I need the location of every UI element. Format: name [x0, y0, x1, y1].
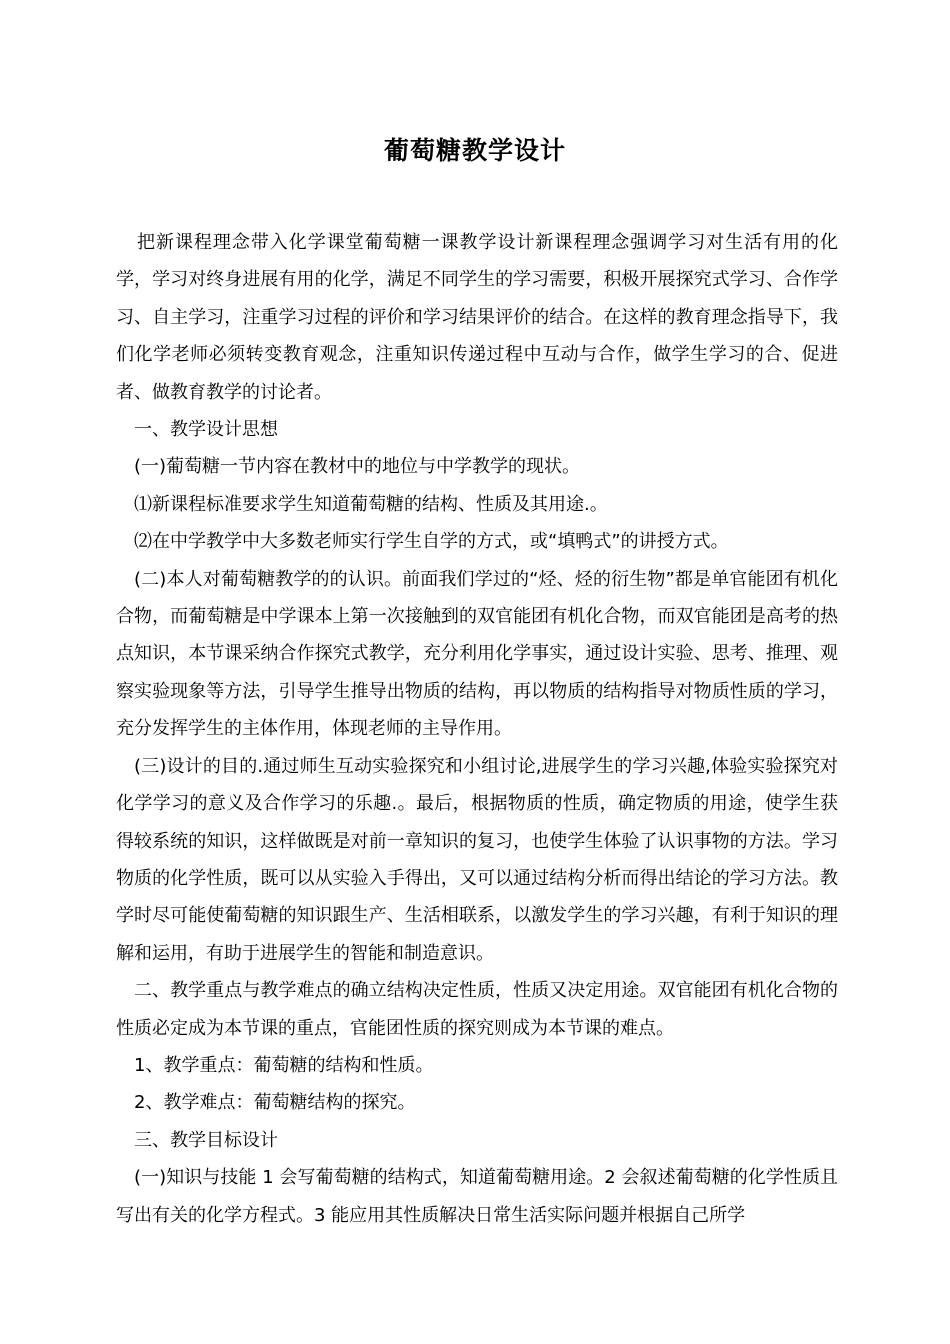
section-heading-2: 二、教学重点与教学难点的确立结构决定性质，性质又决定用途。双官能团有机化合物的性质必定成为本节课的重点，官能团性质的探究则成为本节课的难点。: [116, 980, 838, 1039]
key-point-item: 1、教学重点：葡萄糖的结构和性质。: [134, 1054, 434, 1076]
subsection-1-2: (二)本人对葡萄糖教学的的认识。前面我们学过的“烃、烃的衍生物”都是单官能团有机化合物，而葡萄糖是中学课本上第一次接触到的双官能团有机化合物，而双官能团是高考的热点知识，本节课采纳合作探究式教学，充分利用化学事实，通过设计实验、思考、推理、观察实验现象等方法，引导学生推导出物质的结构，再以物质的结构指导对物质性质的学习，充分发挥学生的主体作用，体现老师的主导作用。: [116, 568, 838, 740]
paragraph-intro: 把新课程理念带入化学课堂葡萄糖一课教学设计新课程理念强调学习对生活有用的化学，学习对终身进展有用的化学，满足不同学生的学习需要，积极开展探究式学习、合作学习、自主学习，注重学习过程的评价和学习结果评价的结合。在这样的教育理念指导下，我们化学老师必须转变教育观念，注重知识传递过程中互动与合作，做学生学习的合、促进者、做教育教学的讨论者。: [116, 232, 838, 403]
list-item-2: ⑵在中学教学中大多数老师实行学生自学的方式，或“填鸭式”的讲授方式。: [134, 531, 729, 553]
subsection-3-1: (一)知识与技能 1 会写葡萄糖的结构式，知道葡萄糖用途。2 会叙述葡萄糖的化学性质且写出有关的化学方程式。3 能应用其性质解决日常生活实际问题并根据自己所学: [116, 1167, 838, 1226]
subsection-1-3: (三)设计的目的.通过师生互动实验探究和小组讨论,进展学生的学习兴趣,体验实验探究对化学学习的意义及合作学习的乐趣.。最后，根据物质的性质，确定物质的用途，使学生获得较系统的知识，这样做既是对前一章知识的复习，也使学生体验了认识事物的方法。学习物质的化学性质，既可以从实验入手得出，又可以通过结构分析而得出结论的学习方法。教学时尽可能使葡萄糖的知识跟生产、生活相联系，以激发学生的学习兴趣，有利于知识的理解和运用，有助于进展学生的智能和制造意识。: [116, 755, 838, 964]
section-heading-1: 一、教学设计思想: [134, 419, 278, 441]
document-body: [116, 224, 838, 1234]
difficulty-item: 2、教学难点：葡萄糖结构的探究。: [134, 1092, 416, 1114]
subsection-1-1: (一)葡萄糖一节内容在教材中的地位与中学教学的现状。: [134, 456, 581, 478]
section-heading-3: 三、教学目标设计: [134, 1129, 278, 1151]
list-item-1: ⑴新课程标准要求学生知道葡萄糖的结构、性质及其用途.。: [134, 493, 608, 515]
document-title: 葡萄糖教学设计: [383, 136, 566, 165]
